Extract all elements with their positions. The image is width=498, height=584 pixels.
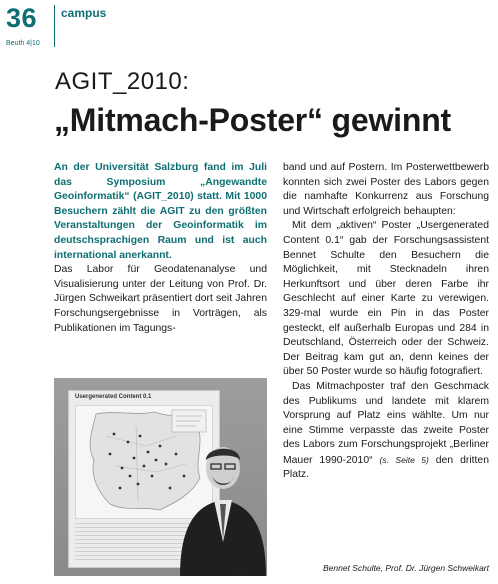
body-paragraph-left: Das Labor für Geodatenanalyse und Visualisierung unter der Leitung von Prof. Dr. Jürgen Schweikart präsentiert dort seit Jahren Forschungsergebnisse in Vorträgen, als Publikationen im Tagungs- <box>54 264 267 334</box>
body-paragraph-right-2: Mit dem „aktiven“ Poster „Usergenerated Content 0.1“ gab der Forschungsassistent Bennet Schulte den Besuchern die Möglichkeit, mit Stecknadeln ihren Herkunftsort und über deren Farbe ihr Geschlecht auf einer Karte zu verewigen. 329-mal wurde ein Pin in das Poster gesteckt, elf außerhalb Europas und 284 in Deutschland, Österreich oder der Schweiz. Der Beitrag kam gut an, denn keines der über 50 Poster wurde so häufig fotografiert. <box>283 220 489 378</box>
body-text-segment: Das Mitmachposter traf den Geschmack des Publikums und landete mit klarem Vorsprung auf Platz eins wählte. Um nur eine Stimme verpasste das zweite Poster des Labors zum Forschungsprojekt „Berliner Mauer 1990-2010“ <box>283 380 489 466</box>
page-reference: (s. Seite 5) <box>379 454 429 465</box>
poster-title: Usergenerated Content 0.1 <box>75 394 152 400</box>
body-paragraph-right-3 <box>283 380 489 483</box>
page-number: 36 <box>6 3 38 33</box>
photo-credit: Foto: Hersten <box>210 567 253 574</box>
issue-label: Beuth 4|10 <box>6 40 40 47</box>
left-column <box>54 161 267 336</box>
body-paragraph-right-1: band und auf Postern. Im Posterwettbewerb konnten sich zwei Poster des Labors gegen die namhafte Konkurrenz aus Forschung und Wirtschaft erfolgreich behaupten: <box>283 162 489 217</box>
article-kicker: AGIT_2010: <box>55 68 190 95</box>
photo-caption: Bennet Schulte, Prof. Dr. Jürgen Schweikart <box>323 563 489 573</box>
right-column <box>283 161 489 483</box>
article-headline: „Mitmach-Poster“ gewinnt <box>54 102 452 138</box>
article-lead: An der Universität Salzburg fand im Juli das Symposium „Angewandte Geoinformatik“ (AGIT_2010) statt. Mit 1000 Besuchern zählt die AGIT zu den größten Veranstaltungen der Geoinformatik im deutschsprachigen Raum und ist auch international anerkannt. <box>54 162 267 261</box>
header-divider <box>54 5 55 47</box>
person-portrait <box>176 442 267 576</box>
body-text-segment: den dritten Platz. <box>283 454 489 481</box>
article-photo <box>54 378 267 576</box>
section-label: campus <box>61 6 107 20</box>
